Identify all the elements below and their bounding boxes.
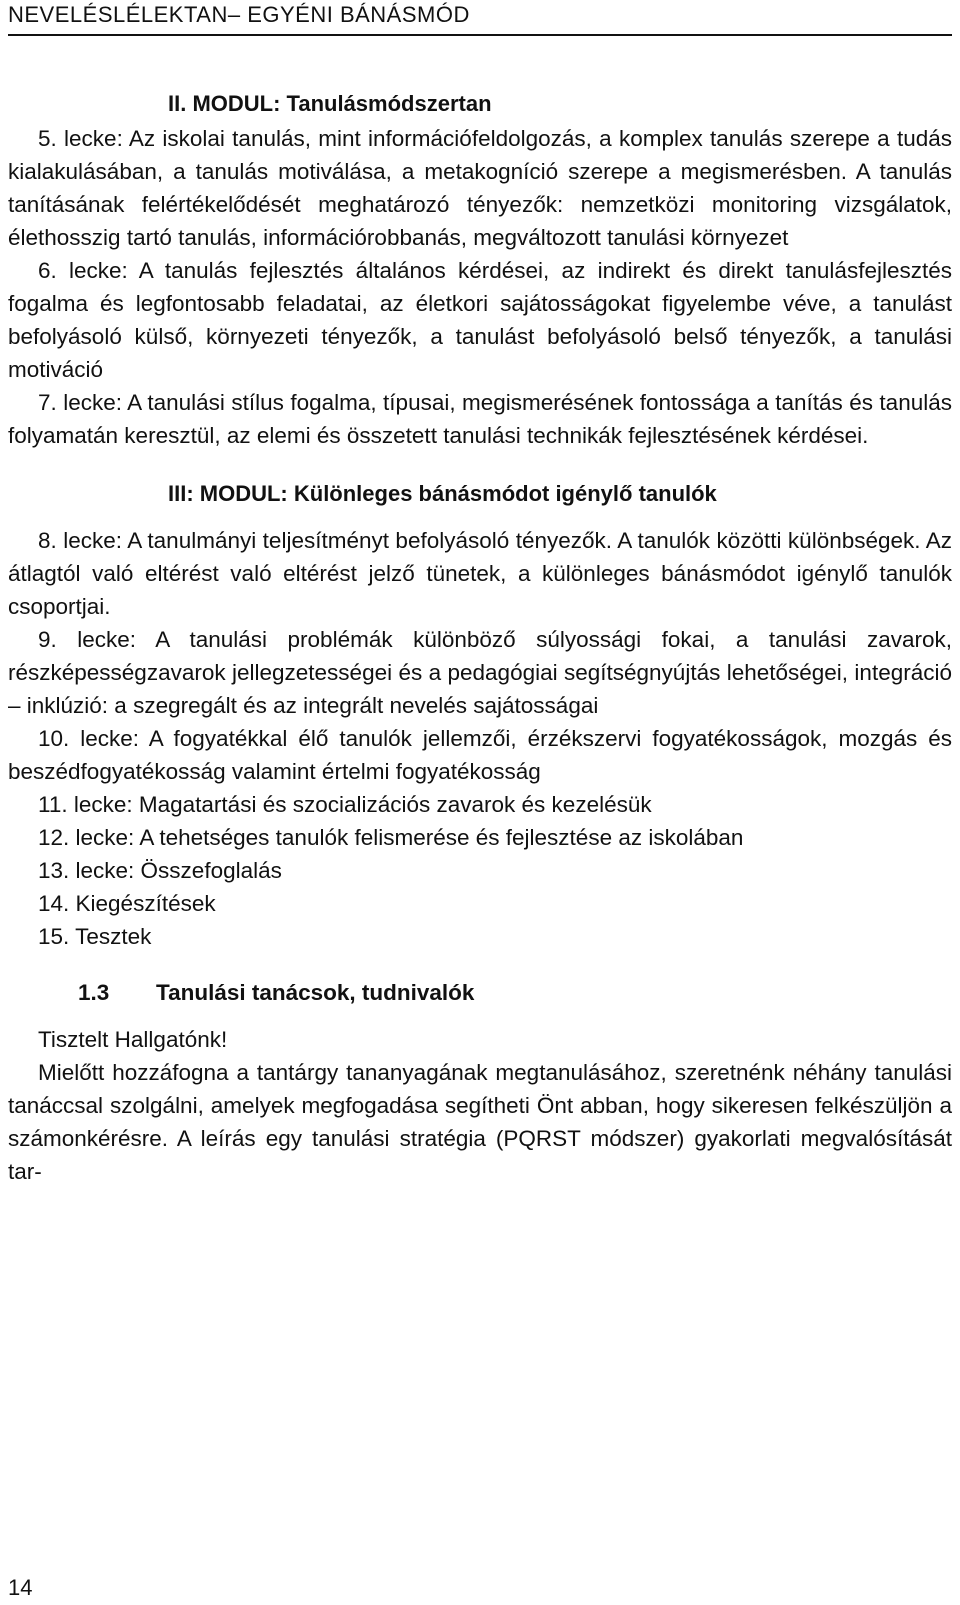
lesson-15: 15. Tesztek xyxy=(38,924,152,949)
greeting: Tisztelt Hallgatónk! xyxy=(38,1027,228,1052)
section-number: 1.3 xyxy=(78,980,110,1005)
running-header xyxy=(8,2,952,36)
lesson-12: 12. lecke: A tehetséges tanulók felismerése és fejlesztése az iskolában xyxy=(38,825,744,850)
header-title: NEVELÉSLÉLEKTAN– EGYÉNI BÁNÁSMÓD xyxy=(8,2,470,27)
lesson-14: 14. Kiegészítések xyxy=(38,891,216,916)
lesson-9: 9. lecke: A tanulási problémák különböző súlyossági fokai, a tanulási zavarok, részképességzavarok jellegzetességei és a pedagógiai segítségnyújtás lehetőségei, integráció – inklúzió: a szegregált és az integrált nevelés sajátosságai xyxy=(8,627,952,718)
lesson-5: 5. lecke: Az iskolai tanulás, mint információfeldolgozás, a komplex tanulás szerepe a tudás kialakulásában, a tanulás motiválása, a metakogníció szerepe a megismerésben. A tanulás tanításának felértékelődését meghatározó tényezők: nemzetközi monitoring vizsgálatok, élethosszig tartó tanulás, információrobbanás, megváltozott tanulási környezet xyxy=(8,126,952,250)
section-heading xyxy=(78,975,952,1011)
lesson-8: 8. lecke: A tanulmányi teljesítményt befolyásoló tényezők. A tanulók közötti különbségek. Az átlagtól való eltérést való eltérést jelző tünetek, a különleges bánásmódot igénylő tanulók csoportjai. xyxy=(8,528,952,619)
module-3-title: III: MODUL: Különleges bánásmódot igénylő tanulók xyxy=(168,481,717,506)
lesson-7: 7. lecke: A tanulási stílus fogalma, típusai, megismerésének fontossága a tanítás és tanulás folyamatán keresztül, az elemi és összetett tanulási technikák fejlesztésének kérdései. xyxy=(8,390,952,448)
body-paragraph: Mielőtt hozzáfogna a tantárgy tananyagának megtanulásához, szeretnénk néhány tanulási tanáccsal szolgálni, amelyek megfogadása segítheti Önt abban, hogy sikeresen felkészüljön a számonkérésre. A leírás egy tanulási stratégia (PQRST módszer) gyakorlati megvalósítását tar- xyxy=(8,1060,952,1184)
page-number: 14 xyxy=(8,1575,33,1600)
lesson-13: 13. lecke: Összefoglalás xyxy=(38,858,282,883)
lesson-10: 10. lecke: A fogyatékkal élő tanulók jellemzői, érzékszervi fogyatékosságok, mozgás és beszédfogyatékosság valamint értelmi fogyatékosság xyxy=(8,726,952,784)
page-content xyxy=(8,86,952,1188)
module-2-title: II. MODUL: Tanulásmódszertan xyxy=(168,91,492,116)
section-title: Tanulási tanácsok, tudnivalók xyxy=(156,980,475,1005)
lesson-11: 11. lecke: Magatartási és szocializációs zavarok és kezelésük xyxy=(38,792,652,817)
lesson-6: 6. lecke: A tanulás fejlesztés általános kérdései, az indirekt és direkt tanulásfejlesztés fogalma és legfontosabb feladatai, az életkori sajátosságokat figyelembe véve, a tanulást befolyásoló külső, környezeti tényezők, a tanulást befolyásoló belső tényezők, a tanulási motiváció xyxy=(8,258,952,382)
